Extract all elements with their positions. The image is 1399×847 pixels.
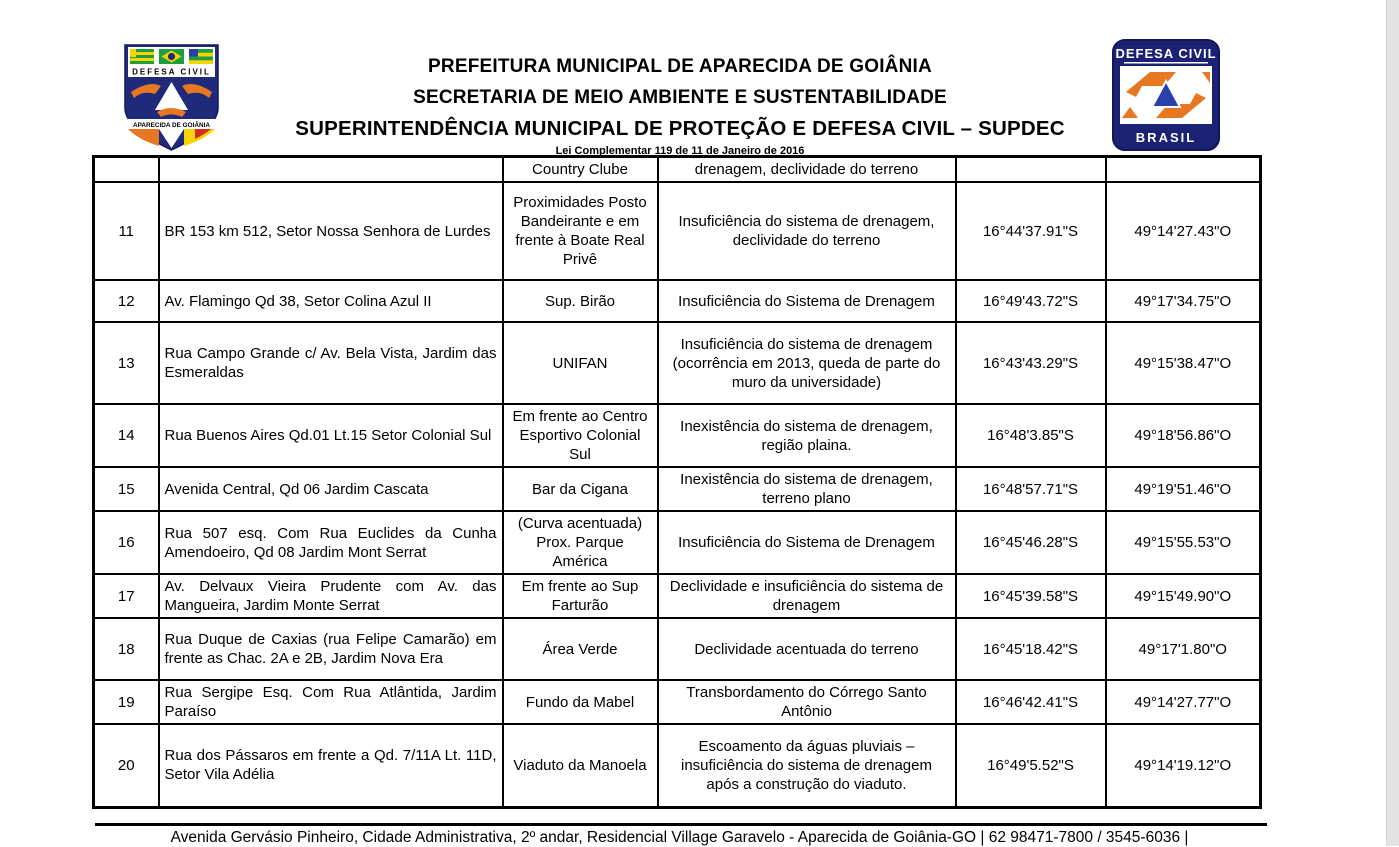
cell-reference: Bar da Cigana: [503, 467, 658, 511]
defesa-civil-brasil-icon: [1112, 39, 1220, 151]
cell-problem: Insuficiência do Sistema de Drenagem: [658, 511, 956, 574]
cell-number: 13: [94, 322, 159, 404]
footer-address: Avenida Gervásio Pinheiro, Cidade Administrativa, 2º andar, Residencial Village Garavelo - Aparecida de Goiânia-GO | 62 98471-7800 / 3545-6036 |: [170, 829, 1189, 846]
title-superintendencia: SUPERINTENDÊNCIA MUNICIPAL DE PROTEÇÃO E DEFESA CIVIL – SUPDEC: [295, 117, 1065, 140]
cell-problem: Insuficiência do Sistema de Drenagem: [658, 280, 956, 322]
cell-longitude: 49°15'38.47"O: [1106, 322, 1261, 404]
cell-longitude: 49°19'51.46"O: [1106, 467, 1261, 511]
cell-reference: Área Verde: [503, 618, 658, 680]
cell-number: 18: [94, 618, 159, 680]
cell-reference: (Curva acentuada) Prox. Parque América: [503, 511, 658, 574]
cell-address: Av. Flamingo Qd 38, Setor Colina Azul II: [159, 280, 503, 322]
svg-text:DEFESA CIVIL: DEFESA CIVIL: [132, 67, 211, 77]
cell-reference: Country Clube: [503, 157, 658, 183]
cell-number: 14: [94, 404, 159, 467]
defesa-civil-brasil-logo: [1112, 39, 1220, 151]
table-row: [94, 404, 1261, 467]
locations-table: [92, 155, 1262, 809]
cell-reference: Em frente ao Sup Farturão: [503, 574, 658, 618]
viewer-page-edge: [1386, 0, 1399, 846]
cell-problem: Insuficiência do sistema de drenagem, declividade do terreno: [658, 182, 956, 280]
cell-address: Av. Delvaux Vieira Prudente com Av. das Mangueira, Jardim Monte Serrat: [159, 574, 503, 618]
cell-problem: Transbordamento do Córrego Santo Antônio: [658, 680, 956, 724]
cell-address: Rua dos Pássaros em frente a Qd. 7/11A Lt. 11D, Setor Vila Adélia: [159, 724, 503, 807]
table-row: [94, 618, 1261, 680]
cell-latitude: 16°49'43.72"S: [956, 280, 1106, 322]
cell-longitude: 49°15'49.90"O: [1106, 574, 1261, 618]
cell-number: 15: [94, 467, 159, 511]
cell-number: 16: [94, 511, 159, 574]
cell-problem: Insuficiência do sistema de drenagem (ocorrência em 2013, queda de parte do muro da universidade): [658, 322, 956, 404]
cell-number: 19: [94, 680, 159, 724]
cell-latitude: 16°46'42.41"S: [956, 680, 1106, 724]
table-row: [94, 157, 1261, 183]
cell-number: [94, 157, 159, 183]
cell-reference: Sup. Birão: [503, 280, 658, 322]
cell-longitude: [1106, 157, 1261, 183]
cell-address: BR 153 km 512, Setor Nossa Senhora de Lurdes: [159, 182, 503, 280]
cell-reference: Proximidades Posto Bandeirante e em frente à Boate Real Privê: [503, 182, 658, 280]
cell-latitude: 16°45'39.58"S: [956, 574, 1106, 618]
table-row: [94, 322, 1261, 404]
cell-latitude: 16°45'46.28"S: [956, 511, 1106, 574]
cell-longitude: 49°18'56.86"O: [1106, 404, 1261, 467]
table-row: [94, 511, 1261, 574]
cell-problem: Declividade e insuficiência do sistema de drenagem: [658, 574, 956, 618]
cell-problem: drenagem, declividade do terreno: [658, 157, 956, 183]
table-row: [94, 467, 1261, 511]
title-secretaria: SECRETARIA DE MEIO AMBIENTE E SUSTENTABILIDADE: [413, 87, 947, 108]
footer-rule: [95, 823, 1267, 826]
cell-address: Avenida Central, Qd 06 Jardim Cascata: [159, 467, 503, 511]
svg-text:DEFESA CIVIL: DEFESA CIVIL: [1115, 46, 1217, 61]
cell-address: Rua Sergipe Esq. Com Rua Atlântida, Jardim Paraíso: [159, 680, 503, 724]
cell-number: 12: [94, 280, 159, 322]
cell-address: Rua Buenos Aires Qd.01 Lt.15 Setor Colonial Sul: [159, 404, 503, 467]
title-prefeitura: PREFEITURA MUNICIPAL DE APARECIDA DE GOIÂNIA: [428, 56, 932, 77]
cell-reference: UNIFAN: [503, 322, 658, 404]
cell-latitude: [956, 157, 1106, 183]
table-row: [94, 182, 1261, 280]
cell-longitude: 49°17'1.80"O: [1106, 618, 1261, 680]
cell-address: [159, 157, 503, 183]
defesa-civil-aparecida-logo: [121, 42, 222, 152]
table-row: [94, 574, 1261, 618]
cell-longitude: 49°17'34.75"O: [1106, 280, 1261, 322]
cell-problem: Declividade acentuada do terreno: [658, 618, 956, 680]
document-header: [235, 56, 1125, 157]
cell-latitude: 16°48'57.71"S: [956, 467, 1106, 511]
table-row: [94, 724, 1261, 807]
cell-address: Rua Campo Grande c/ Av. Bela Vista, Jardim das Esmeraldas: [159, 322, 503, 404]
cell-reference: Viaduto da Manoela: [503, 724, 658, 807]
cell-number: 20: [94, 724, 159, 807]
cell-longitude: 49°14'27.43"O: [1106, 182, 1261, 280]
cell-latitude: 16°44'37.91"S: [956, 182, 1106, 280]
cell-problem: Inexistência do sistema de drenagem, região plaina.: [658, 404, 956, 467]
cell-latitude: 16°49'5.52"S: [956, 724, 1106, 807]
svg-text:BRASIL: BRASIL: [1135, 130, 1197, 145]
shield-icon: [121, 42, 222, 152]
cell-longitude: 49°14'27.77"O: [1106, 680, 1261, 724]
cell-number: 11: [94, 182, 159, 280]
cell-address: Rua 507 esq. Com Rua Euclides da Cunha Amendoeiro, Qd 08 Jardim Mont Serrat: [159, 511, 503, 574]
cell-number: 17: [94, 574, 159, 618]
table-row: [94, 680, 1261, 724]
table-row: [94, 280, 1261, 322]
cell-longitude: 49°14'19.12"O: [1106, 724, 1261, 807]
cell-latitude: 16°48'3.85"S: [956, 404, 1106, 467]
cell-latitude: 16°45'18.42"S: [956, 618, 1106, 680]
cell-reference: Em frente ao Centro Esportivo Colonial Sul: [503, 404, 658, 467]
cell-problem: Escoamento da águas pluviais – insuficiência do sistema de drenagem após a construção do viaduto.: [658, 724, 956, 807]
cell-problem: Inexistência do sistema de drenagem, terreno plano: [658, 467, 956, 511]
cell-longitude: 49°15'55.53"O: [1106, 511, 1261, 574]
cell-address: Rua Duque de Caxias (rua Felipe Camarão) em frente as Chac. 2A e 2B, Jardim Nova Era: [159, 618, 503, 680]
cell-latitude: 16°43'43.29"S: [956, 322, 1106, 404]
svg-text:APARECIDA DE GOIÂNIA: APARECIDA DE GOIÂNIA: [132, 121, 211, 129]
cell-reference: Fundo da Mabel: [503, 680, 658, 724]
locations-table-body: [94, 157, 1261, 808]
subtitle-lei-complementar: Lei Complementar 119 de 11 de Janeiro de 2016: [555, 145, 805, 157]
